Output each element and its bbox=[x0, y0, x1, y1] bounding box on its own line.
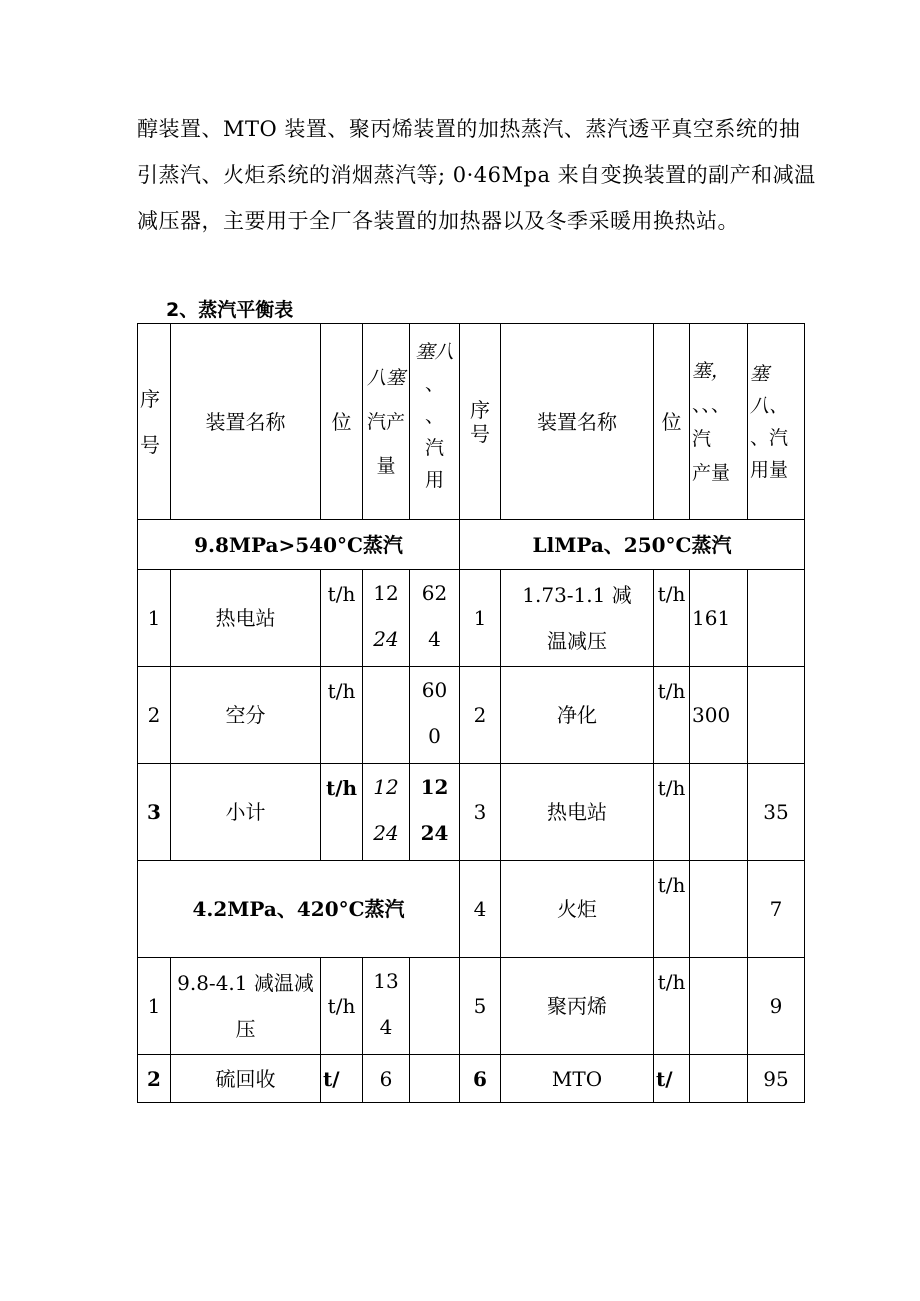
cell-produce-right: 300 bbox=[690, 667, 748, 764]
paragraph-line: 减压器，主要用于全厂各装置的加热器以及冬季采暖用换热站。 bbox=[137, 209, 739, 233]
header-use: 塞八 、 、 汽 用 bbox=[410, 324, 460, 520]
cell-use-right: 95 bbox=[748, 1055, 805, 1103]
cell-unit: t/h bbox=[321, 764, 363, 861]
paragraph-line: 引蒸汽、火炬系统的消烟蒸汽等; 0·46Mpa 来自变换装置的副产和减温 bbox=[137, 163, 816, 187]
cell-seq-right: 3 bbox=[460, 764, 501, 861]
cell-name-right: 聚丙烯 bbox=[501, 958, 654, 1055]
cell-name-right: 1.73-1.1 减 温减压 bbox=[501, 570, 654, 667]
cell-seq-right: 2 bbox=[460, 667, 501, 764]
table-row bbox=[138, 1055, 805, 1103]
cell-seq: 1 bbox=[138, 958, 171, 1055]
table-row bbox=[138, 764, 805, 861]
cell-name: 小计 bbox=[171, 764, 321, 861]
cell-produce-right bbox=[690, 764, 748, 861]
cell-unit-right: t/h bbox=[654, 861, 690, 958]
cell-name: 热电站 bbox=[171, 570, 321, 667]
cell-unit: t/h bbox=[321, 570, 363, 667]
intro-paragraph bbox=[137, 106, 816, 244]
cell-produce-right bbox=[690, 958, 748, 1055]
section-label-1-1mpa: LlMPa、250°C蒸汽 bbox=[460, 520, 805, 570]
table-row bbox=[138, 570, 805, 667]
cell-unit-right: t/h bbox=[654, 570, 690, 667]
cell-seq-right: 1 bbox=[460, 570, 501, 667]
cell-seq: 1 bbox=[138, 570, 171, 667]
cell-seq: 2 bbox=[138, 1055, 171, 1103]
cell-name-right: MTO bbox=[501, 1055, 654, 1103]
paragraph-line: 醇装置、MTO 装置、聚丙烯装置的加热蒸汽、蒸汽透平真空系统的抽 bbox=[137, 117, 801, 141]
cell-seq-right: 6 bbox=[460, 1055, 501, 1103]
cell-use: 12 24 bbox=[410, 764, 460, 861]
header-produce: 八塞 汽产 量 bbox=[363, 324, 410, 520]
section-heading: 2、蒸汽平衡表 bbox=[166, 299, 294, 321]
cell-name-right: 热电站 bbox=[501, 764, 654, 861]
cell-name-right: 火炬 bbox=[501, 861, 654, 958]
cell-use-right bbox=[748, 667, 805, 764]
cell-use-right: 35 bbox=[748, 764, 805, 861]
cell-use-right bbox=[748, 570, 805, 667]
table-row bbox=[138, 861, 805, 958]
header-unit-right: 位 bbox=[654, 324, 690, 520]
cell-unit-right: t/ bbox=[654, 1055, 690, 1103]
cell-use: 60 0 bbox=[410, 667, 460, 764]
header-seq: 序 号 bbox=[138, 324, 171, 520]
cell-use-right: 9 bbox=[748, 958, 805, 1055]
table-row bbox=[138, 958, 805, 1055]
section-label-9-8mpa: 9.8MPa>540°C蒸汽 bbox=[138, 520, 460, 570]
cell-produce-right bbox=[690, 861, 748, 958]
cell-use bbox=[410, 958, 460, 1055]
header-use-right: 塞八、 、汽 用量 bbox=[748, 324, 805, 520]
cell-seq-right: 4 bbox=[460, 861, 501, 958]
header-unit: 位 bbox=[321, 324, 363, 520]
cell-name: 9.8-4.1 减温减 压 bbox=[171, 958, 321, 1055]
header-produce-right: 塞， 、、、 汽 产量 bbox=[690, 324, 748, 520]
cell-unit: t/h bbox=[321, 667, 363, 764]
cell-unit-right: t/h bbox=[654, 667, 690, 764]
table-row bbox=[138, 667, 805, 764]
cell-produce bbox=[363, 667, 410, 764]
cell-produce: 12 24 bbox=[363, 764, 410, 861]
section-row bbox=[138, 520, 805, 570]
cell-produce: 13 4 bbox=[363, 958, 410, 1055]
table-header-row bbox=[138, 324, 805, 520]
section-label-4-2mpa: 4.2MPa、420°C蒸汽 bbox=[138, 861, 460, 958]
cell-unit-right: t/h bbox=[654, 958, 690, 1055]
cell-name: 硫回收 bbox=[171, 1055, 321, 1103]
cell-produce-right: 161 bbox=[690, 570, 748, 667]
cell-name-right: 净化 bbox=[501, 667, 654, 764]
cell-seq: 2 bbox=[138, 667, 171, 764]
cell-use bbox=[410, 1055, 460, 1103]
cell-produce-right bbox=[690, 1055, 748, 1103]
cell-seq-right: 5 bbox=[460, 958, 501, 1055]
cell-produce: 6 bbox=[363, 1055, 410, 1103]
steam-balance-table bbox=[137, 323, 805, 1103]
cell-seq: 3 bbox=[138, 764, 171, 861]
header-name: 装置名称 bbox=[171, 324, 321, 520]
cell-use: 62 4 bbox=[410, 570, 460, 667]
cell-unit: t/h bbox=[321, 958, 363, 1055]
cell-unit-right: t/h bbox=[654, 764, 690, 861]
cell-name: 空分 bbox=[171, 667, 321, 764]
header-seq-right: 序 号 bbox=[460, 324, 501, 520]
header-name-right: 装置名称 bbox=[501, 324, 654, 520]
cell-produce: 12 24 bbox=[363, 570, 410, 667]
cell-use-right: 7 bbox=[748, 861, 805, 958]
cell-unit: t/ bbox=[321, 1055, 363, 1103]
